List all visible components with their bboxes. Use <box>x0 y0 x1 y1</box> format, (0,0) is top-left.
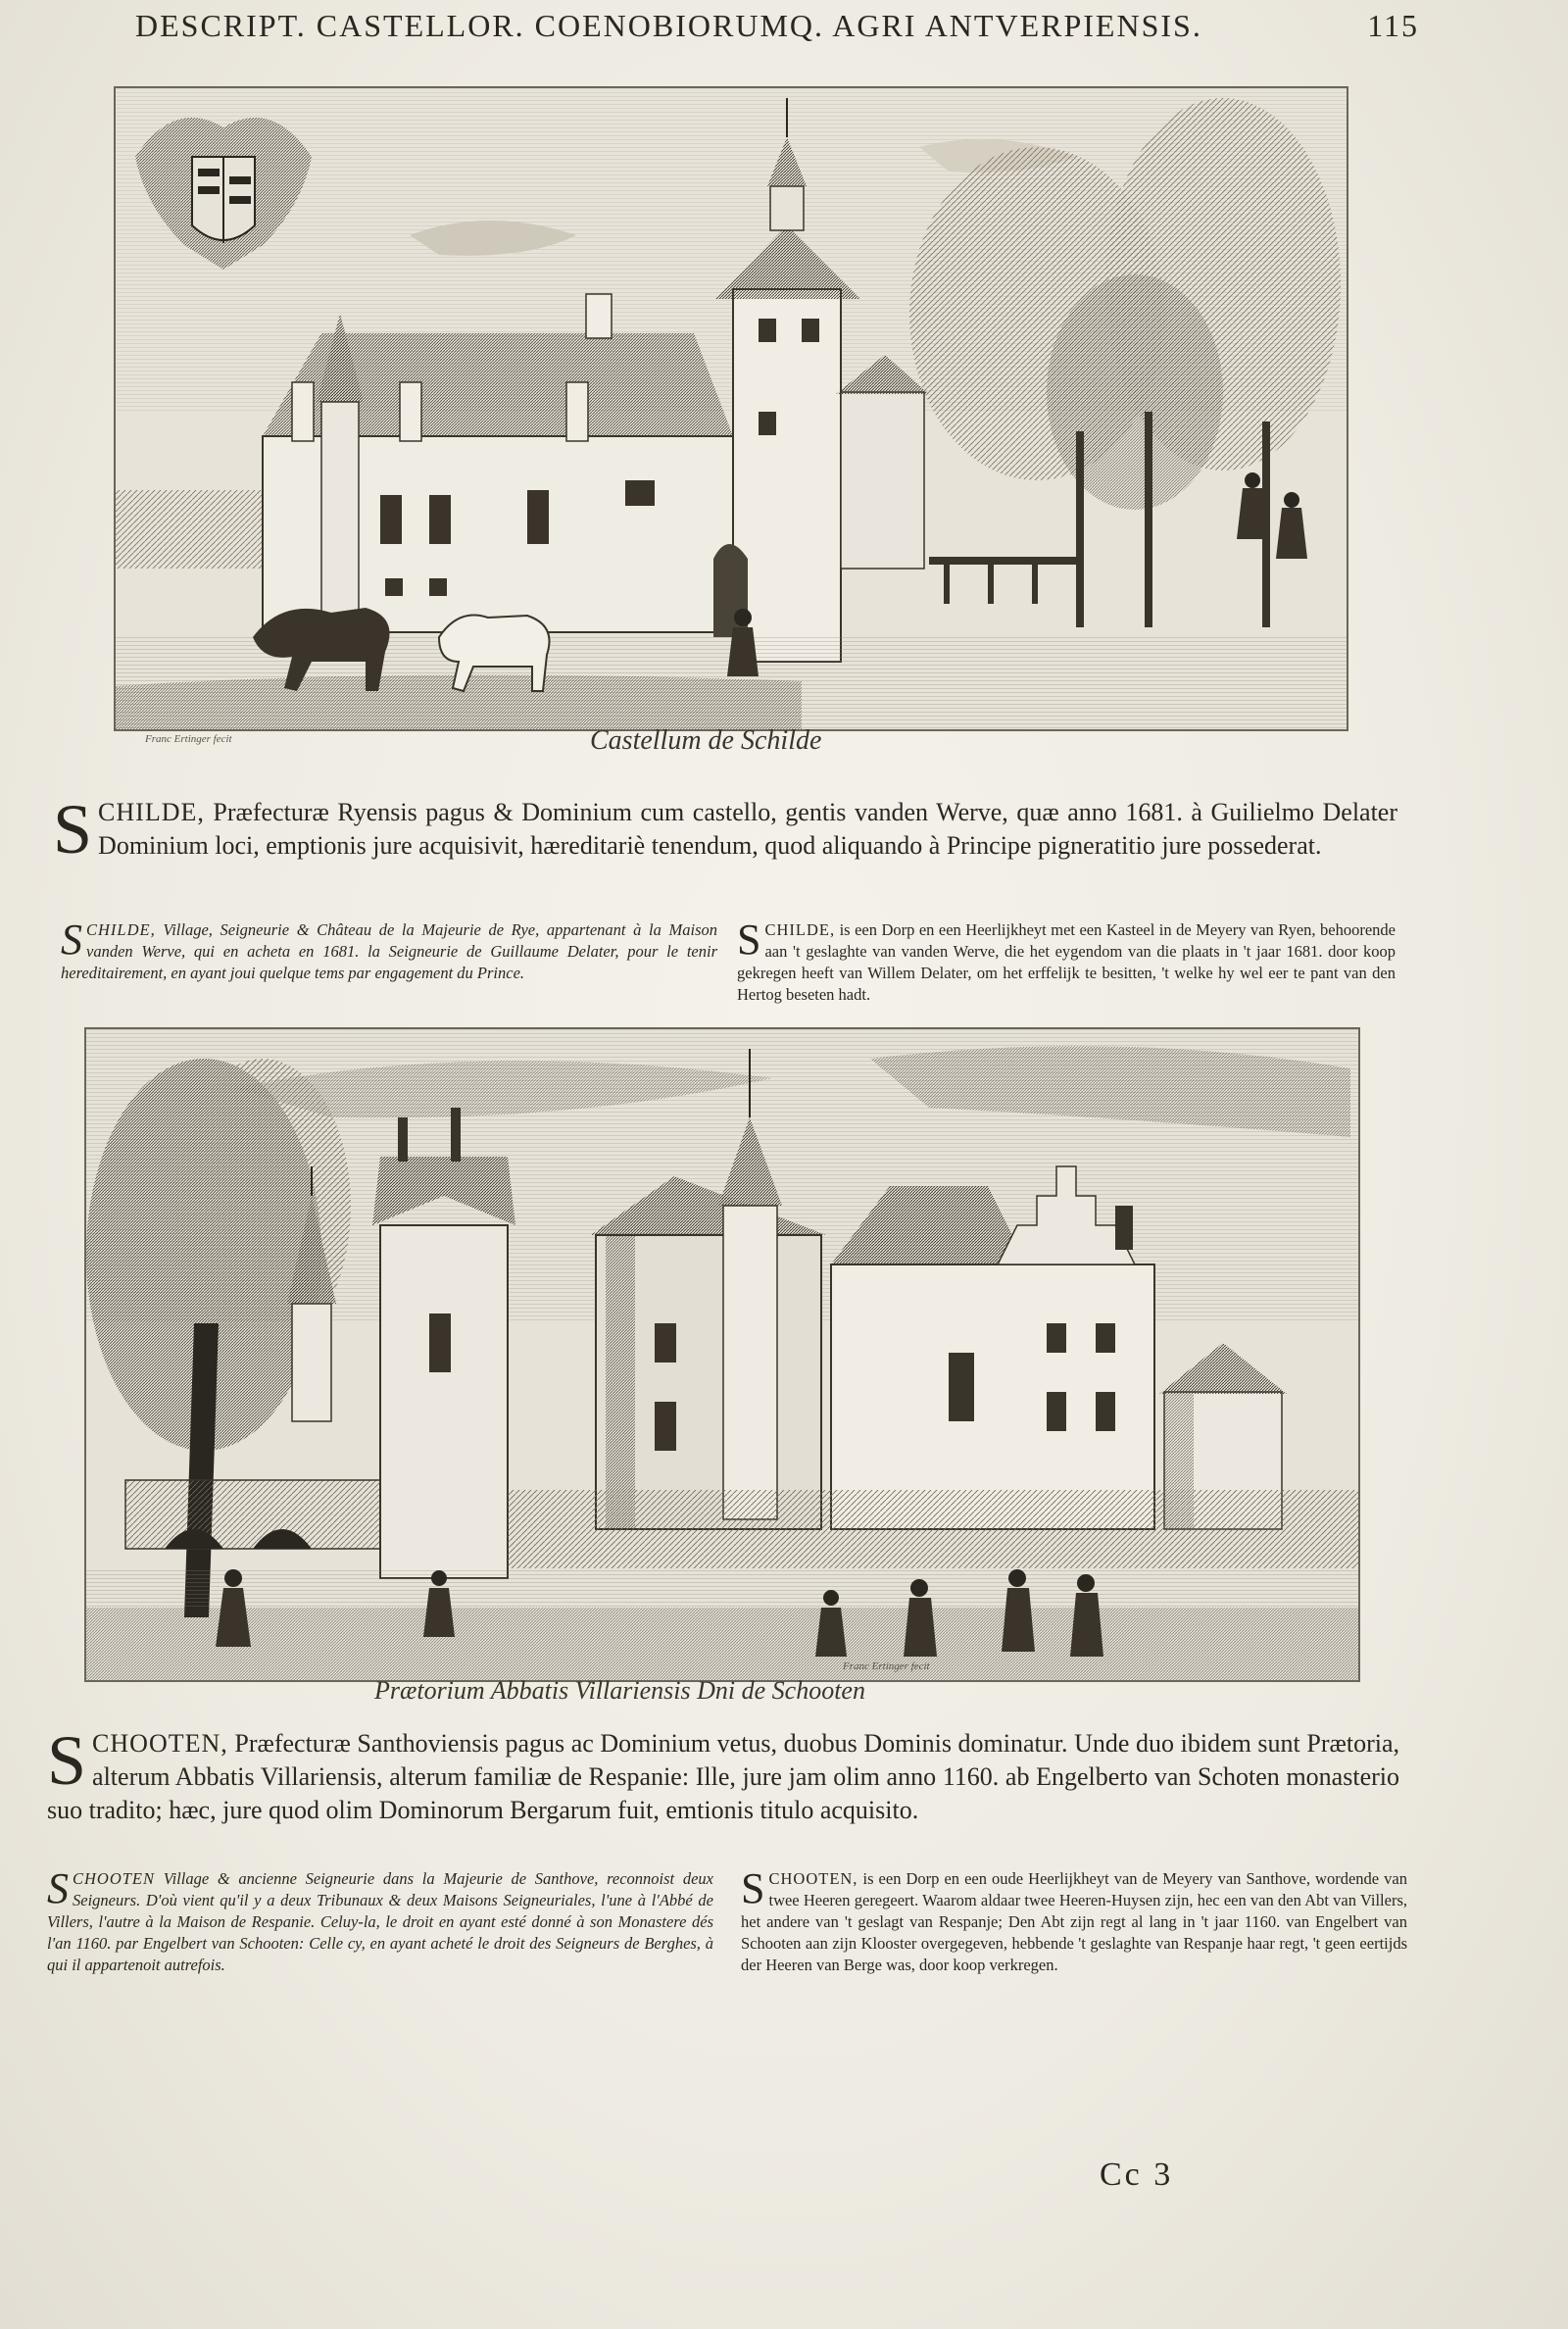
engraving-praetorium-schooten <box>84 1027 1360 1682</box>
drop-cap: S <box>741 1864 765 1912</box>
lead-word: CHILDE, <box>764 920 836 939</box>
lead-word: CHILDE, <box>98 798 205 826</box>
header-title: DESCRIPT. CASTELLOR. COENOBIORUMQ. AGRI ANTVERPIENSIS. <box>135 8 1202 43</box>
signature-mark: Cc 3 <box>1100 2156 1174 2193</box>
lead-word: CHOOTEN, <box>92 1729 228 1758</box>
latin-text-schooten <box>47 1721 1399 1827</box>
engraver-signature-1: Franc Ertinger fecit <box>145 733 232 745</box>
engraver-signature-2: Franc Ertinger fecit <box>843 1660 930 1672</box>
drop-cap: S <box>61 916 82 964</box>
french-body: Village, Seigneurie & Château de la Majeurie de Rye, appartenant à la Maison vanden Werve, qui en acheta en 1681. la Seigneurie de Guillaume Delater, pour le tenir hereditairement, en ayant joui quelque tems par engagement du Prince. <box>61 920 717 982</box>
lead-word: CHILDE, <box>86 920 156 939</box>
drop-cap: S <box>47 1864 69 1912</box>
dutch-body: is een Dorp en een oude Heerlijkheyt van de Meyery van Santhove, wordende van twee Heeren geregeert. Waarom aldaar twee Heeren-Huysen zijn, hec een van den Abt van Villers, het andere van 't geslagt van Respanje; Den Abt zijn regt al lang in 't jaar 1160. van Engelbert van Schooten aan zijn Klooster overgegeven, hebbende 't geslaghte van Respanje haar regt, 't geen eertijds der Heeren van Berge was, door koop verkregen. <box>741 1869 1407 1974</box>
drop-cap: S <box>737 916 761 964</box>
running-header <box>135 8 1419 57</box>
engraving-schooten-illustration <box>86 1029 1358 1680</box>
drop-cap: S <box>47 1721 87 1800</box>
dutch-body: is een Dorp en een Heerlijkheyt met een Kasteel in de Meyery van Ryen, behoorende aan 't geslaghte van vanden Werve, die het eygendom van die plaats in 't jaar 1681. door koop gekregen heeft van Willem Delater, om het erffelijk te besitten, 't welke hy wel eer te pant van den Hertog beseten hadt. <box>737 920 1396 1004</box>
latin-body: Præfecturæ Ryensis pagus & Dominium cum castello, gentis vanden Werve, quæ anno 1681. à Guilielmo Delater Dominium loci, emptionis jure acquisivit, hæreditariè tenendum, quod aliquando à Principe pigneratitio jure possederat. <box>98 798 1397 860</box>
latin-body: Præfecturæ Santhoviensis pagus ac Dominium vetus, duobus Dominis dominatur. Unde duo ibidem sunt Prætoria, alterum Abbatis Villariensis, alterum familiæ de Respanie: Ille, jure jam olim anno 1160. ab Engelberto van Schoten monasterio suo tradito; hæc, jure quod olim Dominorum Bergarum fuit, emtionis titulo acquisito. <box>47 1729 1399 1824</box>
french-text-schooten <box>47 1864 713 1976</box>
lead-word: CHOOTEN, <box>768 1869 858 1888</box>
page-number: 115 <box>1367 8 1419 43</box>
caption-castellum-de-schilde: Castellum de Schilde <box>590 725 822 756</box>
french-text-schilde <box>61 916 717 984</box>
caption-praetorium-schooten: Prætorium Abbatis Villariensis Dni de Schooten <box>374 1676 865 1705</box>
arched-bridge <box>125 1480 390 1549</box>
engraving-castellum-de-schilde <box>114 86 1348 731</box>
french-body: Village & ancienne Seigneurie dans la Majeurie de Santhove, reconnoist deux Seigneurs. D'où vient qu'il y a deux Tribunaux & deux Maisons Seigneuriales, l'une à l'Abbé de Villers, l'autre à la Maison de Respanie. Celuy-la, le droit en ayant esté donné à son Monastere dés l'an 1160. par Engelbert van Schooten: Celle cy, en ayant acheté le droit des Seigneurs de Berghes, à qui il appartenoit autrefois. <box>47 1869 713 1974</box>
engraving-schilde-illustration <box>116 88 1347 729</box>
drop-cap: S <box>53 790 93 868</box>
latin-text-schilde <box>53 790 1397 868</box>
dutch-text-schilde <box>737 916 1396 1006</box>
dutch-text-schooten <box>741 1864 1407 1976</box>
lead-word: CHOOTEN <box>73 1869 156 1888</box>
